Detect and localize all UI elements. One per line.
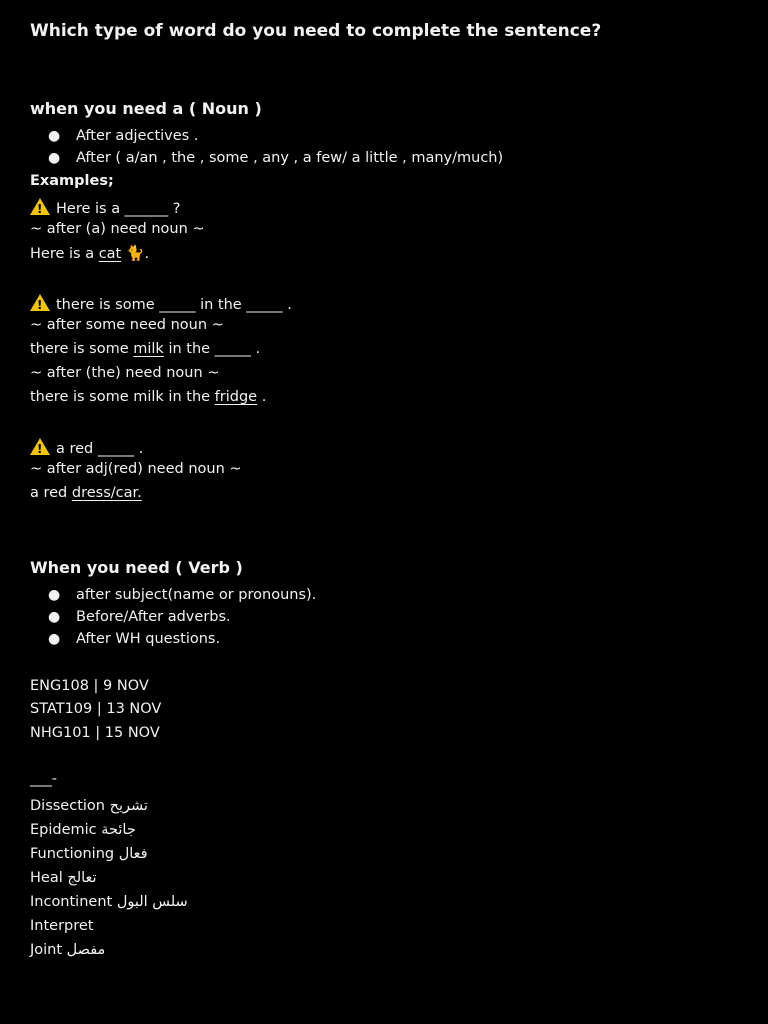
vocab-item: Functioning فعال <box>30 846 148 862</box>
answer-text: there is some <box>30 341 134 357</box>
warning-icon <box>30 198 50 215</box>
example-answer <box>30 388 266 406</box>
bullet-icon: ● <box>48 150 61 166</box>
example-rule: ~ after adj(red) need noun ~ <box>30 461 242 477</box>
divider: ___- <box>30 771 57 787</box>
example-question-text: there is some _____ in the _____ . <box>56 297 292 313</box>
list-item <box>30 128 750 148</box>
vocab-item: Epidemic جائحة <box>30 822 136 838</box>
bullet-icon: ● <box>48 128 61 144</box>
examples-label: Examples; <box>30 173 114 189</box>
vocab-item: Heal تعالج <box>30 870 97 886</box>
answer-word: cat <box>98 246 122 262</box>
example-answer <box>30 244 149 263</box>
bullet-icon: ● <box>48 631 61 647</box>
answer-text: Here is a <box>30 246 99 262</box>
example-question <box>30 196 181 218</box>
list-item-text: after subject(name or pronouns). <box>76 587 317 603</box>
answer-text: a red <box>30 485 72 501</box>
example-answer <box>30 340 260 358</box>
page-title: Which type of word do you need to complete the sentence? <box>30 21 602 41</box>
answer-word: fridge <box>214 389 258 405</box>
list-item-text: After ( a/an , the , some , any , a few/ a little , many/much) <box>76 150 504 166</box>
list-item <box>30 587 750 607</box>
vocab-item: Interpret <box>30 918 94 934</box>
answer-word: dress/car. <box>71 485 142 501</box>
list-item-text: Before/After adverbs. <box>76 609 231 625</box>
example-rule: ~ after (a) need noun ~ <box>30 221 205 237</box>
vocab-item: Dissection تشريح <box>30 798 148 814</box>
example-question-text: Here is a ______ ? <box>56 201 181 217</box>
bullet-icon: ● <box>48 609 61 625</box>
schedule-item: NHG101 | 15 NOV <box>30 725 160 741</box>
bullet-icon: ● <box>48 587 61 603</box>
answer-end: . <box>144 246 150 262</box>
example-question <box>30 436 143 458</box>
warning-icon <box>30 294 50 311</box>
list-item <box>30 609 750 629</box>
example-rule: ~ after (the) need noun ~ <box>30 365 220 381</box>
noun-heading: when you need a ( Noun ) <box>30 99 262 118</box>
schedule-item: ENG108 | 9 NOV <box>30 678 149 694</box>
list-item-text: After WH questions. <box>76 631 221 647</box>
list-item <box>30 150 750 170</box>
answer-end: in the _____ . <box>163 341 261 357</box>
vocab-item: Joint مفصل <box>30 942 106 958</box>
schedule-item: STAT109 | 13 NOV <box>30 701 162 717</box>
answer-text: there is some milk in the <box>30 389 215 405</box>
vocab-item: Incontinent سلس البول <box>30 894 188 910</box>
example-question <box>30 292 292 314</box>
verb-heading: When you need ( Verb ) <box>30 558 243 577</box>
cat-icon: 🐈 <box>125 244 145 262</box>
example-rule: ~ after some need noun ~ <box>30 317 224 333</box>
list-item-text: After adjectives . <box>76 128 199 144</box>
answer-word: milk <box>133 341 164 357</box>
list-item <box>30 631 750 651</box>
example-question-text: a red _____ . <box>56 441 144 457</box>
warning-icon <box>30 438 50 455</box>
example-answer <box>30 484 142 502</box>
answer-end: . <box>257 389 267 405</box>
